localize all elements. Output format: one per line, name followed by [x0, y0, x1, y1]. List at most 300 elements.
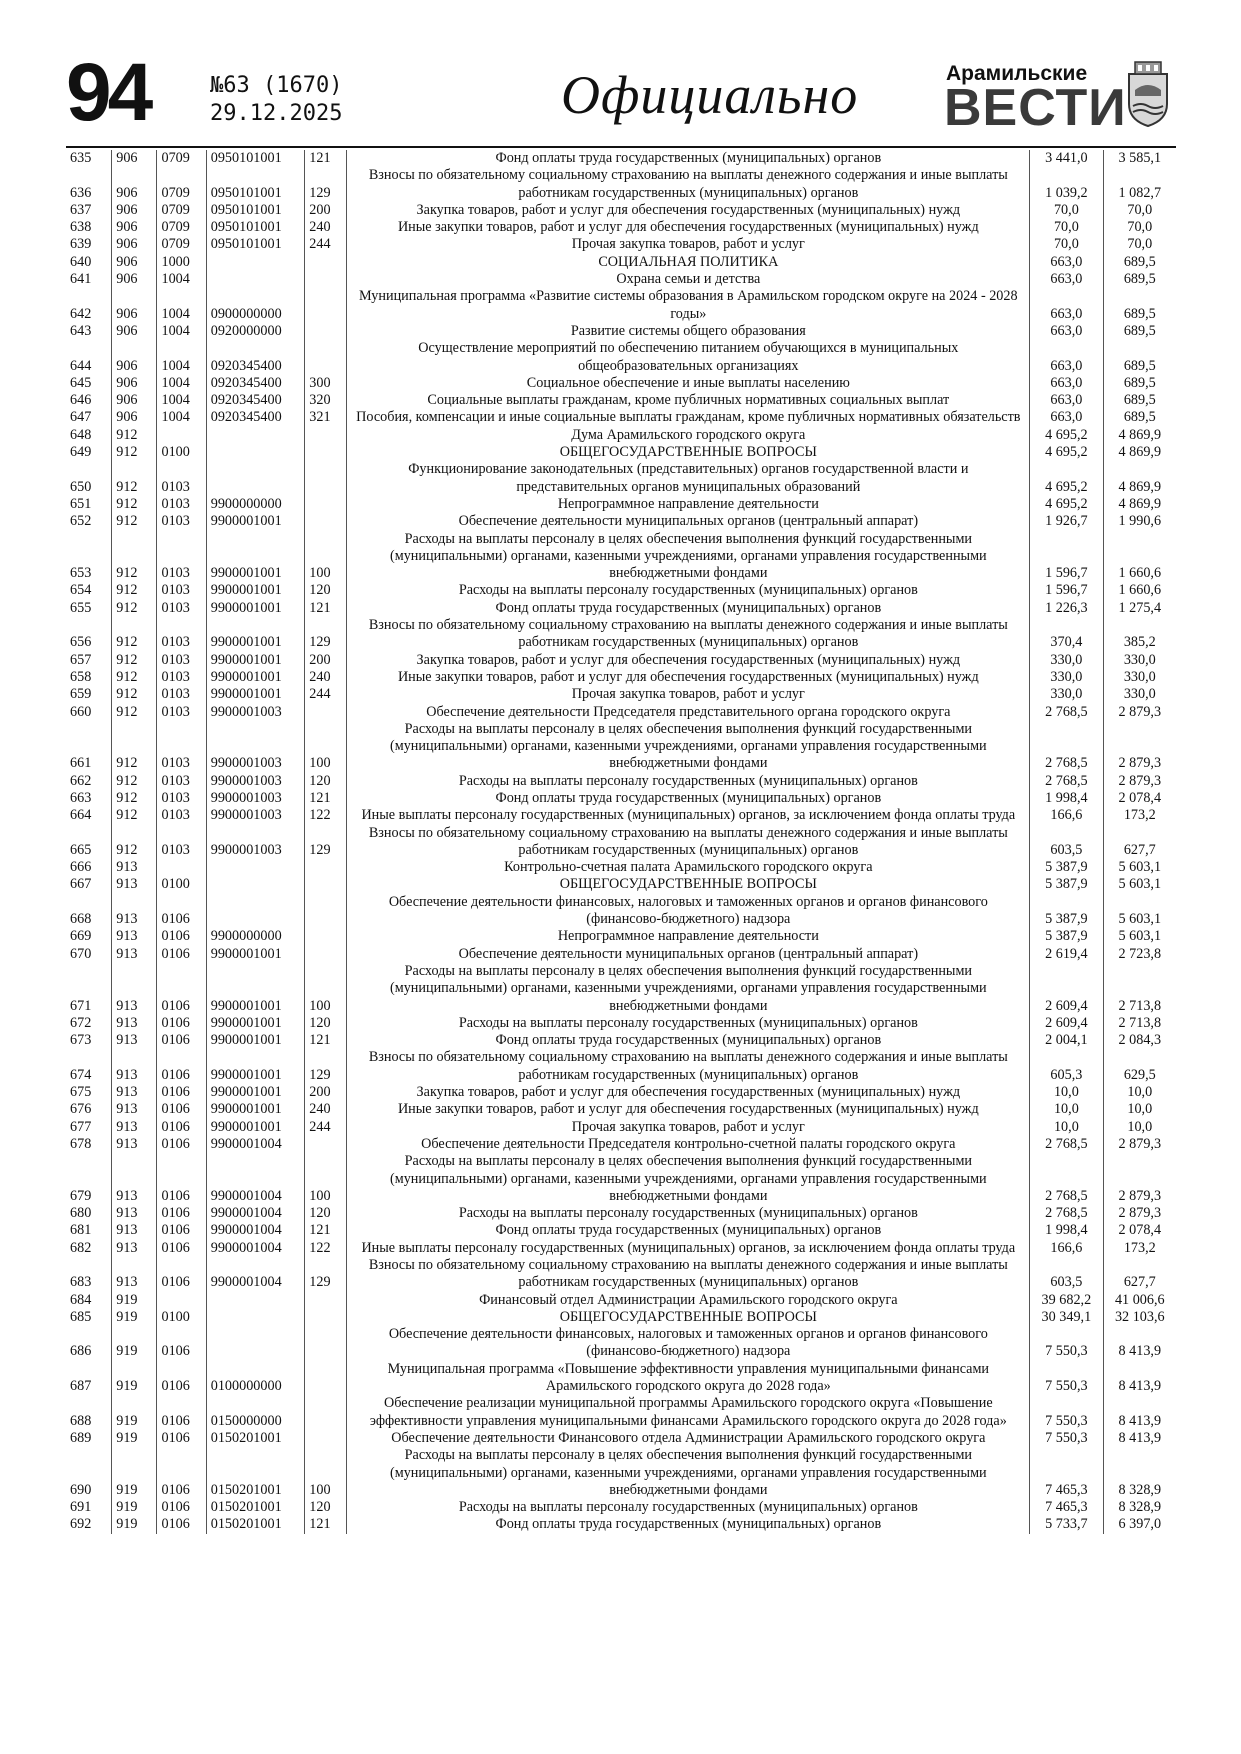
- amount-2027: 689,5: [1103, 254, 1176, 271]
- budget-table: [66, 150, 1176, 1534]
- amount-2026: 1 926,7: [1030, 513, 1103, 530]
- row-number: 667: [70, 876, 92, 893]
- grbs-code: 913: [112, 1240, 157, 1257]
- target-article: 9900000000: [206, 928, 305, 945]
- grbs-code: 919: [112, 1447, 157, 1499]
- table-row: [66, 704, 1176, 721]
- amount-2026: 5 387,9: [1030, 876, 1103, 893]
- row-number: 655: [70, 599, 92, 616]
- target-article: 9900001003: [206, 825, 305, 860]
- section-code: 0709: [157, 219, 206, 236]
- target-article: 0920345400: [206, 375, 305, 392]
- amount-2027: 10,0: [1103, 1119, 1176, 1136]
- grbs-code: 919: [112, 1326, 157, 1361]
- expense-type: [305, 1430, 347, 1447]
- amount-2026: 30 349,1: [1030, 1309, 1103, 1326]
- amount-2026: 4 695,2: [1030, 496, 1103, 513]
- row-number: 637: [70, 201, 92, 218]
- amount-2026: 603,5: [1030, 1257, 1103, 1292]
- target-article: 0920345400: [206, 409, 305, 426]
- description: Расходы на выплаты персоналу в целях обеспечения выполнения функций государственными (муниципальными) органами, казенными учреждениями, органами управления государственными внебюджетными фондами: [347, 963, 1030, 1015]
- target-article: 0150201001: [206, 1516, 305, 1533]
- page-header: [66, 47, 1176, 142]
- table-row: [66, 1084, 1176, 1101]
- amount-2027: 330,0: [1103, 686, 1176, 703]
- description: Охрана семьи и детства: [347, 271, 1030, 288]
- grbs-code: 906: [112, 150, 157, 167]
- amount-2026: 2 768,5: [1030, 1136, 1103, 1153]
- target-article: 0100000000: [206, 1361, 305, 1396]
- amount-2027: 10,0: [1103, 1084, 1176, 1101]
- amount-2027: 70,0: [1103, 202, 1176, 219]
- table-row: [66, 461, 1176, 496]
- table-row: [66, 236, 1176, 253]
- description: Расходы на выплаты персоналу государственных (муниципальных) органов: [347, 582, 1030, 599]
- expense-type: [305, 1136, 347, 1153]
- expense-type: [305, 496, 347, 513]
- expense-type: [305, 288, 347, 323]
- grbs-code: 919: [112, 1430, 157, 1447]
- target-article: 0950101001: [206, 150, 305, 167]
- grbs-code: 912: [112, 825, 157, 860]
- grbs-code: 906: [112, 288, 157, 323]
- description: Обеспечение деятельности муниципальных органов (центральный аппарат): [347, 513, 1030, 530]
- table-row: [66, 340, 1176, 375]
- target-article: 9900001001: [206, 669, 305, 686]
- amount-2026: 5 733,7: [1030, 1516, 1103, 1533]
- expense-type: 244: [305, 1119, 347, 1136]
- amount-2027: 2 078,4: [1103, 790, 1176, 807]
- target-article: 0150201001: [206, 1430, 305, 1447]
- amount-2027: 2 078,4: [1103, 1222, 1176, 1239]
- description: Пособия, компенсации и иные социальные выплаты гражданам, кроме публичных нормативных обязательств: [347, 409, 1030, 426]
- section-code: 0106: [157, 1430, 206, 1447]
- grbs-code: 906: [112, 219, 157, 236]
- amount-2027: 173,2: [1103, 807, 1176, 824]
- expense-type: [305, 254, 347, 271]
- row-number: 640: [70, 253, 92, 270]
- description: Обеспечение деятельности финансовых, налоговых и таможенных органов и органов финансового (финансово-бюджетного) надзора: [347, 1326, 1030, 1361]
- row-number: 676: [70, 1101, 92, 1118]
- expense-type: [305, 513, 347, 530]
- amount-2027: 330,0: [1103, 652, 1176, 669]
- expense-type: 121: [305, 1516, 347, 1533]
- amount-2026: 5 387,9: [1030, 894, 1103, 929]
- row-number: 635: [70, 150, 92, 166]
- row-number: 681: [70, 1222, 92, 1239]
- grbs-code: 919: [112, 1499, 157, 1516]
- grbs-code: 919: [112, 1361, 157, 1396]
- expense-type: 122: [305, 807, 347, 824]
- description: Осуществление мероприятий по обеспечению питанием обучающихся в муниципальных общеобразовательных организациях: [347, 340, 1030, 375]
- table-row: [66, 1395, 1176, 1430]
- target-article: 9900001001: [206, 652, 305, 669]
- section-code: 1004: [157, 409, 206, 426]
- expense-type: [305, 461, 347, 496]
- logo-top-text: Арамильские: [946, 62, 1088, 85]
- amount-2026: 1 998,4: [1030, 1222, 1103, 1239]
- section-code: 0106: [157, 1136, 206, 1153]
- target-article: 9900001003: [206, 773, 305, 790]
- expense-type: 300: [305, 375, 347, 392]
- grbs-code: 912: [112, 686, 157, 703]
- section-code: 0106: [157, 946, 206, 963]
- target-article: 9900001004: [206, 1257, 305, 1292]
- section-code: 0106: [157, 1015, 206, 1032]
- target-article: 0950101001: [206, 219, 305, 236]
- target-article: 9900001001: [206, 513, 305, 530]
- row-number: 661: [70, 755, 92, 772]
- grbs-code: 913: [112, 1257, 157, 1292]
- row-number: 666: [70, 859, 92, 876]
- amount-2026: 166,6: [1030, 1240, 1103, 1257]
- description: Прочая закупка товаров, работ и услуг: [347, 1119, 1030, 1136]
- row-number: 689: [70, 1429, 92, 1446]
- target-article: 0920000000: [206, 323, 305, 340]
- target-article: 9900000000: [206, 496, 305, 513]
- description: Расходы на выплаты персоналу государственных (муниципальных) органов: [347, 1205, 1030, 1222]
- amount-2027: 1 990,6: [1103, 513, 1176, 530]
- amount-2026: 5 387,9: [1030, 859, 1103, 876]
- coat-of-arms-icon: [1123, 60, 1173, 128]
- row-number: 669: [70, 928, 92, 945]
- row-number: 675: [70, 1084, 92, 1101]
- row-number: 683: [70, 1274, 92, 1291]
- expense-type: 240: [305, 219, 347, 236]
- description: Прочая закупка товаров, работ и услуг: [347, 686, 1030, 703]
- section-code: 1004: [157, 375, 206, 392]
- expense-type: [305, 1395, 347, 1430]
- row-number: 690: [70, 1481, 92, 1498]
- amount-2027: 4 869,9: [1103, 496, 1176, 513]
- target-article: [206, 461, 305, 496]
- grbs-code: 912: [112, 773, 157, 790]
- table-row: [66, 1222, 1176, 1239]
- description: Иные выплаты персоналу государственных (муниципальных) органов, за исключением фонда оплаты труда: [347, 807, 1030, 824]
- amount-2026: 1 226,3: [1030, 600, 1103, 617]
- grbs-code: 919: [112, 1395, 157, 1430]
- amount-2027: 627,7: [1103, 825, 1176, 860]
- row-number: 678: [70, 1135, 92, 1152]
- description: Фонд оплаты труда государственных (муниципальных) органов: [347, 790, 1030, 807]
- grbs-code: 906: [112, 202, 157, 219]
- grbs-code: 912: [112, 807, 157, 824]
- description: Иные выплаты персоналу государственных (муниципальных) органов, за исключением фонда оплаты труда: [347, 1240, 1030, 1257]
- target-article: 9900001001: [206, 1084, 305, 1101]
- target-article: 9900001001: [206, 1101, 305, 1118]
- section-code: 0103: [157, 496, 206, 513]
- expense-type: [305, 1292, 347, 1309]
- row-number: 684: [70, 1291, 92, 1308]
- grbs-code: 913: [112, 1205, 157, 1222]
- amount-2027: 5 603,1: [1103, 859, 1176, 876]
- amount-2027: 2 879,3: [1103, 773, 1176, 790]
- amount-2027: 10,0: [1103, 1101, 1176, 1118]
- row-number: 688: [70, 1412, 92, 1429]
- expense-type: 321: [305, 409, 347, 426]
- section-code: 0106: [157, 1361, 206, 1396]
- target-article: 9900001003: [206, 704, 305, 721]
- section-code: 0100: [157, 876, 206, 893]
- grbs-code: 906: [112, 375, 157, 392]
- amount-2026: 2 768,5: [1030, 721, 1103, 773]
- expense-type: 121: [305, 1032, 347, 1049]
- target-article: 0950101001: [206, 202, 305, 219]
- row-number: 662: [70, 772, 92, 789]
- amount-2026: 330,0: [1030, 652, 1103, 669]
- description: Расходы на выплаты персоналу государственных (муниципальных) органов: [347, 773, 1030, 790]
- table-row: [66, 859, 1176, 876]
- table-row: [66, 513, 1176, 530]
- description: Контрольно-счетная палата Арамильского городского округа: [347, 859, 1030, 876]
- amount-2026: 70,0: [1030, 219, 1103, 236]
- row-number: 670: [70, 945, 92, 962]
- table-row: [66, 375, 1176, 392]
- target-article: 9900001001: [206, 686, 305, 703]
- target-article: [206, 254, 305, 271]
- target-article: 9900001004: [206, 1205, 305, 1222]
- description: Обеспечение реализации муниципальной программы Арамильского городского округа «Повышение эффективности управления муниципальными финансами Арамильского городского округа до 2028 года»: [347, 1395, 1030, 1430]
- amount-2026: 5 387,9: [1030, 928, 1103, 945]
- section-code: 1000: [157, 254, 206, 271]
- table-row: [66, 150, 1176, 167]
- section-code: 0709: [157, 150, 206, 167]
- description: Обеспечение деятельности муниципальных органов (центральный аппарат): [347, 946, 1030, 963]
- section-code: 0103: [157, 600, 206, 617]
- row-number: 686: [70, 1343, 92, 1360]
- amount-2027: 385,2: [1103, 617, 1176, 652]
- amount-2027: 32 103,6: [1103, 1309, 1176, 1326]
- amount-2027: 1 082,7: [1103, 167, 1176, 202]
- row-number: 641: [70, 271, 92, 288]
- amount-2026: 2 004,1: [1030, 1032, 1103, 1049]
- expense-type: [305, 444, 347, 461]
- expense-type: 200: [305, 652, 347, 669]
- grbs-code: 913: [112, 859, 157, 876]
- table-row: [66, 202, 1176, 219]
- row-number: 673: [70, 1032, 92, 1049]
- section-code: 0100: [157, 1309, 206, 1326]
- amount-2026: 10,0: [1030, 1084, 1103, 1101]
- grbs-code: 906: [112, 271, 157, 288]
- amount-2027: 2 723,8: [1103, 946, 1176, 963]
- section-title: Официально: [561, 65, 859, 125]
- amount-2026: 663,0: [1030, 323, 1103, 340]
- amount-2026: 4 695,2: [1030, 444, 1103, 461]
- expense-type: 121: [305, 1222, 347, 1239]
- target-article: 9900001001: [206, 1119, 305, 1136]
- table-row: [66, 1326, 1176, 1361]
- amount-2027: 3 585,1: [1103, 150, 1176, 167]
- description: Финансовый отдел Администрации Арамильского городского округа: [347, 1292, 1030, 1309]
- grbs-code: 919: [112, 1516, 157, 1533]
- expense-type: 120: [305, 1205, 347, 1222]
- target-article: [206, 1309, 305, 1326]
- grbs-code: 906: [112, 323, 157, 340]
- table-row: [66, 323, 1176, 340]
- grbs-code: 912: [112, 790, 157, 807]
- grbs-code: 912: [112, 461, 157, 496]
- expense-type: 120: [305, 1499, 347, 1516]
- amount-2026: 39 682,2: [1030, 1292, 1103, 1309]
- amount-2027: 2 879,3: [1103, 704, 1176, 721]
- table-row: [66, 825, 1176, 860]
- grbs-code: 912: [112, 600, 157, 617]
- grbs-code: 906: [112, 167, 157, 202]
- section-code: 0103: [157, 825, 206, 860]
- expense-type: [305, 894, 347, 929]
- amount-2026: 603,5: [1030, 825, 1103, 860]
- table-row: [66, 963, 1176, 1015]
- amount-2027: 5 603,1: [1103, 894, 1176, 929]
- grbs-code: 913: [112, 1084, 157, 1101]
- expense-type: 129: [305, 1257, 347, 1292]
- table-row: [66, 1499, 1176, 1516]
- table-row: [66, 928, 1176, 945]
- target-article: 9900001001: [206, 1032, 305, 1049]
- expense-type: 200: [305, 1084, 347, 1101]
- section-code: 0106: [157, 1326, 206, 1361]
- issue-date: 29.12.2025: [210, 101, 343, 126]
- description: Взносы по обязательному социальному страхованию на выплаты денежного содержания и иные выплаты работникам государственных (муниципальных) органов: [347, 825, 1030, 860]
- grbs-code: 913: [112, 946, 157, 963]
- amount-2027: 2 713,8: [1103, 963, 1176, 1015]
- expense-type: 129: [305, 1049, 347, 1084]
- section-code: 0709: [157, 202, 206, 219]
- section-code: 0103: [157, 582, 206, 599]
- table-row: [66, 617, 1176, 652]
- description: Взносы по обязательному социальному страхованию на выплаты денежного содержания и иные выплаты работникам государственных (муниципальных) органов: [347, 1257, 1030, 1292]
- amount-2026: 1 039,2: [1030, 167, 1103, 202]
- expense-type: 129: [305, 167, 347, 202]
- amount-2026: 2 609,4: [1030, 1015, 1103, 1032]
- target-article: 9900001003: [206, 721, 305, 773]
- table-row: [66, 392, 1176, 409]
- amount-2027: 689,5: [1103, 271, 1176, 288]
- section-code: 0106: [157, 963, 206, 1015]
- section-code: 0103: [157, 669, 206, 686]
- amount-2026: 605,3: [1030, 1049, 1103, 1084]
- section-code: 0106: [157, 1205, 206, 1222]
- description: Фонд оплаты труда государственных (муниципальных) органов: [347, 600, 1030, 617]
- row-number: 646: [70, 392, 92, 409]
- section-code: 0106: [157, 1257, 206, 1292]
- description: Иные закупки товаров, работ и услуг для обеспечения государственных (муниципальных) нужд: [347, 669, 1030, 686]
- section-code: 0709: [157, 167, 206, 202]
- amount-2027: 5 603,1: [1103, 928, 1176, 945]
- expense-type: 240: [305, 669, 347, 686]
- amount-2027: 4 869,9: [1103, 461, 1176, 496]
- row-number: 643: [70, 322, 92, 339]
- section-code: 0106: [157, 1222, 206, 1239]
- expense-type: 120: [305, 773, 347, 790]
- row-number: 659: [70, 686, 92, 703]
- expense-type: [305, 340, 347, 375]
- grbs-code: 912: [112, 582, 157, 599]
- description: ОБЩЕГОСУДАРСТВЕННЫЕ ВОПРОСЫ: [347, 876, 1030, 893]
- amount-2026: 663,0: [1030, 392, 1103, 409]
- row-number: 692: [70, 1516, 92, 1533]
- row-number: 679: [70, 1187, 92, 1204]
- expense-type: 100: [305, 531, 347, 583]
- table-row: [66, 669, 1176, 686]
- table-row: [66, 1447, 1176, 1499]
- amount-2027: 8 413,9: [1103, 1361, 1176, 1396]
- amount-2026: 2 619,4: [1030, 946, 1103, 963]
- description: Фонд оплаты труда государственных (муниципальных) органов: [347, 1222, 1030, 1239]
- table-row: [66, 167, 1176, 202]
- target-article: 9900001001: [206, 531, 305, 583]
- amount-2027: 2 084,3: [1103, 1032, 1176, 1049]
- description: Иные закупки товаров, работ и услуг для обеспечения государственных (муниципальных) нужд: [347, 219, 1030, 236]
- section-code: [157, 1292, 206, 1309]
- amount-2026: 663,0: [1030, 409, 1103, 426]
- amount-2027: 41 006,6: [1103, 1292, 1176, 1309]
- description: Обеспечение деятельности Председателя представительного органа городского округа: [347, 704, 1030, 721]
- table-row: [66, 1430, 1176, 1447]
- expense-type: 100: [305, 963, 347, 1015]
- row-number: 665: [70, 841, 92, 858]
- grbs-code: 919: [112, 1309, 157, 1326]
- amount-2027: 689,5: [1103, 288, 1176, 323]
- section-code: 0106: [157, 1395, 206, 1430]
- table-row: [66, 790, 1176, 807]
- target-article: 9900001003: [206, 790, 305, 807]
- expense-type: 100: [305, 1447, 347, 1499]
- description: ОБЩЕГОСУДАРСТВЕННЫЕ ВОПРОСЫ: [347, 1309, 1030, 1326]
- section-code: 0106: [157, 1032, 206, 1049]
- target-article: [206, 271, 305, 288]
- expense-type: 121: [305, 600, 347, 617]
- amount-2027: 330,0: [1103, 669, 1176, 686]
- grbs-code: 913: [112, 1119, 157, 1136]
- target-article: 0150201001: [206, 1447, 305, 1499]
- table-row: [66, 1032, 1176, 1049]
- amount-2026: 370,4: [1030, 617, 1103, 652]
- grbs-code: 913: [112, 894, 157, 929]
- table-row: [66, 1240, 1176, 1257]
- section-code: 0103: [157, 721, 206, 773]
- row-number: 645: [70, 374, 92, 391]
- amount-2026: 2 768,5: [1030, 773, 1103, 790]
- row-number: 658: [70, 668, 92, 685]
- description: Обеспечение деятельности Председателя контрольно-счетной палаты городского округа: [347, 1136, 1030, 1153]
- grbs-code: 906: [112, 392, 157, 409]
- amount-2026: 3 441,0: [1030, 150, 1103, 167]
- grbs-code: 912: [112, 444, 157, 461]
- target-article: 9900001001: [206, 963, 305, 1015]
- row-number: 647: [70, 409, 92, 426]
- row-number: 651: [70, 495, 92, 512]
- amount-2027: 70,0: [1103, 236, 1176, 253]
- amount-2027: 629,5: [1103, 1049, 1176, 1084]
- row-number: 654: [70, 582, 92, 599]
- table-row: [66, 427, 1176, 444]
- amount-2027: 627,7: [1103, 1257, 1176, 1292]
- expense-type: 200: [305, 202, 347, 219]
- table-row: [66, 686, 1176, 703]
- grbs-code: 912: [112, 617, 157, 652]
- expense-type: [305, 928, 347, 945]
- section-code: 1004: [157, 271, 206, 288]
- row-number: 677: [70, 1118, 92, 1135]
- amount-2027: 8 328,9: [1103, 1447, 1176, 1499]
- row-number: 653: [70, 565, 92, 582]
- description: Непрограммное направление деятельности: [347, 928, 1030, 945]
- amount-2027: 2 879,3: [1103, 1205, 1176, 1222]
- amount-2027: 70,0: [1103, 219, 1176, 236]
- section-code: 0103: [157, 617, 206, 652]
